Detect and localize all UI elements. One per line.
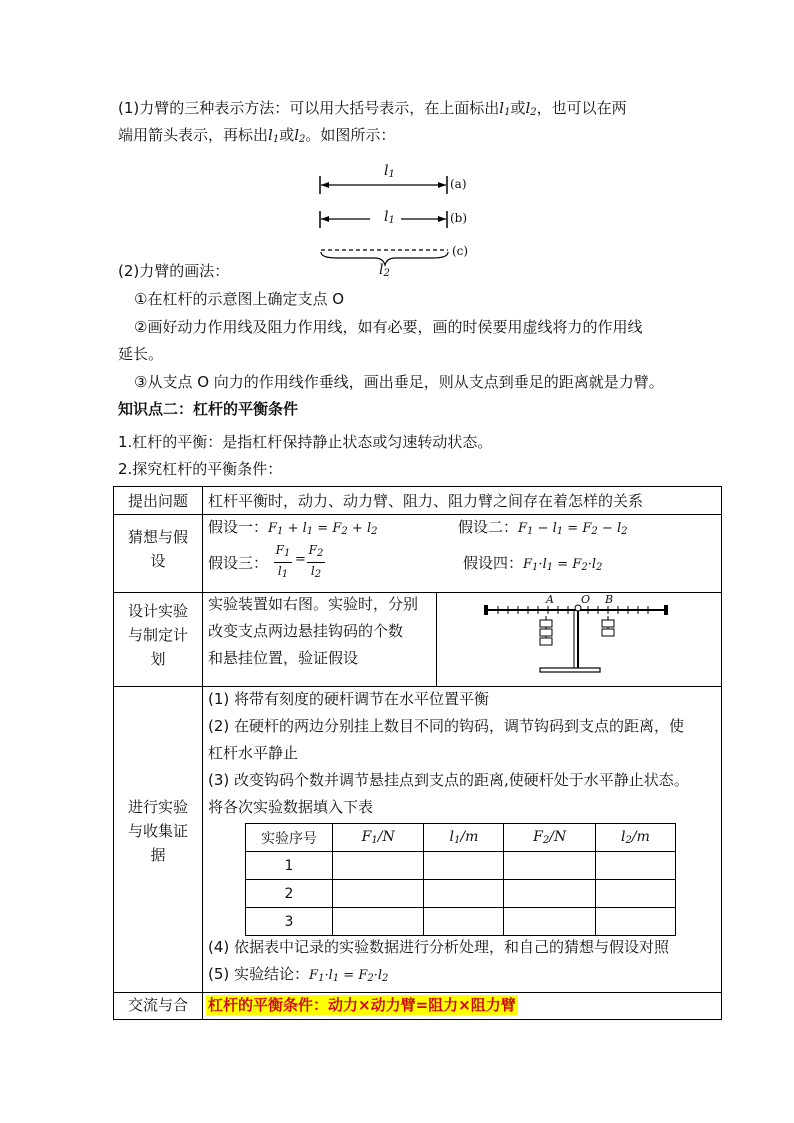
step-2: (2) 在硬杆的两边分别挂上数目不同的钩码，调节钩码到支点的距离，使 [208,717,685,735]
balance-condition: 杠杆的平衡条件：动力×动力臂=阻力×阻力臂 [208,996,516,1014]
col-header-f2: $F_2/N$ [504,824,595,852]
intro-line-2: 端用箭头表示，再标出$l_1$或$l_2$。如图所示： [118,126,396,145]
fraction-eq: = [295,552,306,567]
fraction-right: $F_2$ $l_2$ [308,543,324,580]
data-cell[interactable] [504,880,595,908]
data-cell[interactable] [595,908,675,936]
step-4: (4) 依据表中记录的实验数据进行分析处理，和自己的猜想与假设对照 [208,938,670,956]
label-l1-b: $l_1$ [384,209,395,226]
data-cell[interactable] [333,908,424,936]
hypothesis-3: 假设三： [208,554,269,572]
step-3: (3) 改变钩码个数并调节悬挂点到支点的距离,使硬杆处于水平静止状态。 [208,771,689,789]
table-row [246,852,676,880]
col-header-f1: $F_1/N$ [333,824,424,852]
data-cell[interactable] [504,908,595,936]
data-cell[interactable] [595,880,675,908]
symbol-l2: $l_2$ [525,99,537,118]
intro-line-1: (1)力臂的三种表示方法：可以用大括号表示，在上面标出$l_1$或$l_2$，也可以在两 [118,99,627,118]
label-l2-c: $l_2$ [379,262,390,279]
label-l1-a: $l_1$ [384,163,395,180]
knowledge-item-2: 2.探究杠杆的平衡条件： [118,460,283,478]
data-cell[interactable] [424,880,504,908]
row-index: 3 [246,908,333,936]
col-header-l2: $l_2/m$ [595,824,675,852]
knowledge-item-1: 1.杠杆的平衡：是指杠杆保持静止状态或匀速转动状态。 [118,433,493,451]
figure-label-c: (c) [452,244,469,258]
draw-step-2: ②画好动力作用线及阻力作用线，如有必要，画的时侯要用虚线将力的作用线 [134,318,643,336]
row-index: 1 [246,852,333,880]
row-question-text: 杠杆平衡时，动力、动力臂、阻力、阻力臂之间存在着怎样的关系 [208,492,644,510]
step-3-cont: 将各次实验数据填入下表 [208,798,374,816]
figure-label-b: (b) [450,211,468,225]
lever-apparatus-diagram [480,594,680,682]
draw-step-2-cont: 延长。 [118,345,164,363]
data-cell[interactable] [333,880,424,908]
row-head-question: 提出问题 [127,492,188,510]
draw-title: (2)力臂的画法： [118,262,230,280]
table-col-divider [202,487,203,1019]
lever-apparatus-figure [480,594,680,682]
data-cell[interactable] [333,852,424,880]
hypothesis-2: 假设二：$F_1 - l_1 = F_2 - l_2$ [458,518,628,537]
lever-label-b: B [605,593,614,606]
figure-label-a: (a) [450,177,467,191]
experiment-table [113,486,722,1020]
draw-step-3: ③从支点 O 向力的作用线作垂线，画出垂足，则从支点到垂足的距离就是力臂。 [134,373,664,391]
step-5: (5) 实验结论：$F_1\cdot l_1 = F_2\cdot l_2$ [208,965,389,984]
lever-arm-diagram [315,162,515,282]
data-cell[interactable] [595,852,675,880]
lever-arm-figure [315,162,515,282]
lever-label-a: A [546,593,554,606]
design-text-1: 实验装置如右图。实验时，分别 [208,595,419,613]
step-2-cont: 杠杆水平静止 [208,744,299,762]
table-row [246,908,676,936]
row-head-design: 设计实验 与制定计 划 [127,602,188,668]
data-table [245,823,676,936]
data-table-header [246,824,676,852]
row-head-experiment: 进行实验 与收集证 据 [127,798,188,864]
symbol-l2: $l_2$ [294,126,306,145]
draw-step-1: ①在杠杆的示意图上确定支点 O [134,290,345,308]
row-head-hypothesis: 猜想与假 设 [127,528,188,570]
col-header-index: 实验序号 [246,824,333,852]
design-text-2: 改变支点两边悬挂钩码的个数 [208,622,404,640]
fraction-left: $F_1$ $l_1$ [275,543,291,580]
symbol-l1: $l_1$ [499,99,511,118]
row-head-exchange: 交流与合 [127,996,188,1014]
symbol-l1: $l_1$ [268,126,280,145]
data-cell[interactable] [424,908,504,936]
row-index: 2 [246,880,333,908]
col-header-l1: $l_1/m$ [424,824,504,852]
data-cell[interactable] [424,852,504,880]
hypothesis-1: 假设一：$F_1 + l_1 = F_2 + l_2$ [208,518,378,537]
table-row [246,880,676,908]
hypothesis-4: 假设四：$F_1\cdot l_1 = F_2\cdot l_2$ [463,554,603,573]
knowledge-heading: 知识点二：杠杆的平衡条件 [118,400,299,418]
step-1: (1) 将带有刻度的硬杆调节在水平位置平衡 [208,690,490,708]
data-cell[interactable] [504,852,595,880]
lever-label-o: O [581,593,591,606]
design-text-3: 和悬挂位置，验证假设 [208,649,359,667]
